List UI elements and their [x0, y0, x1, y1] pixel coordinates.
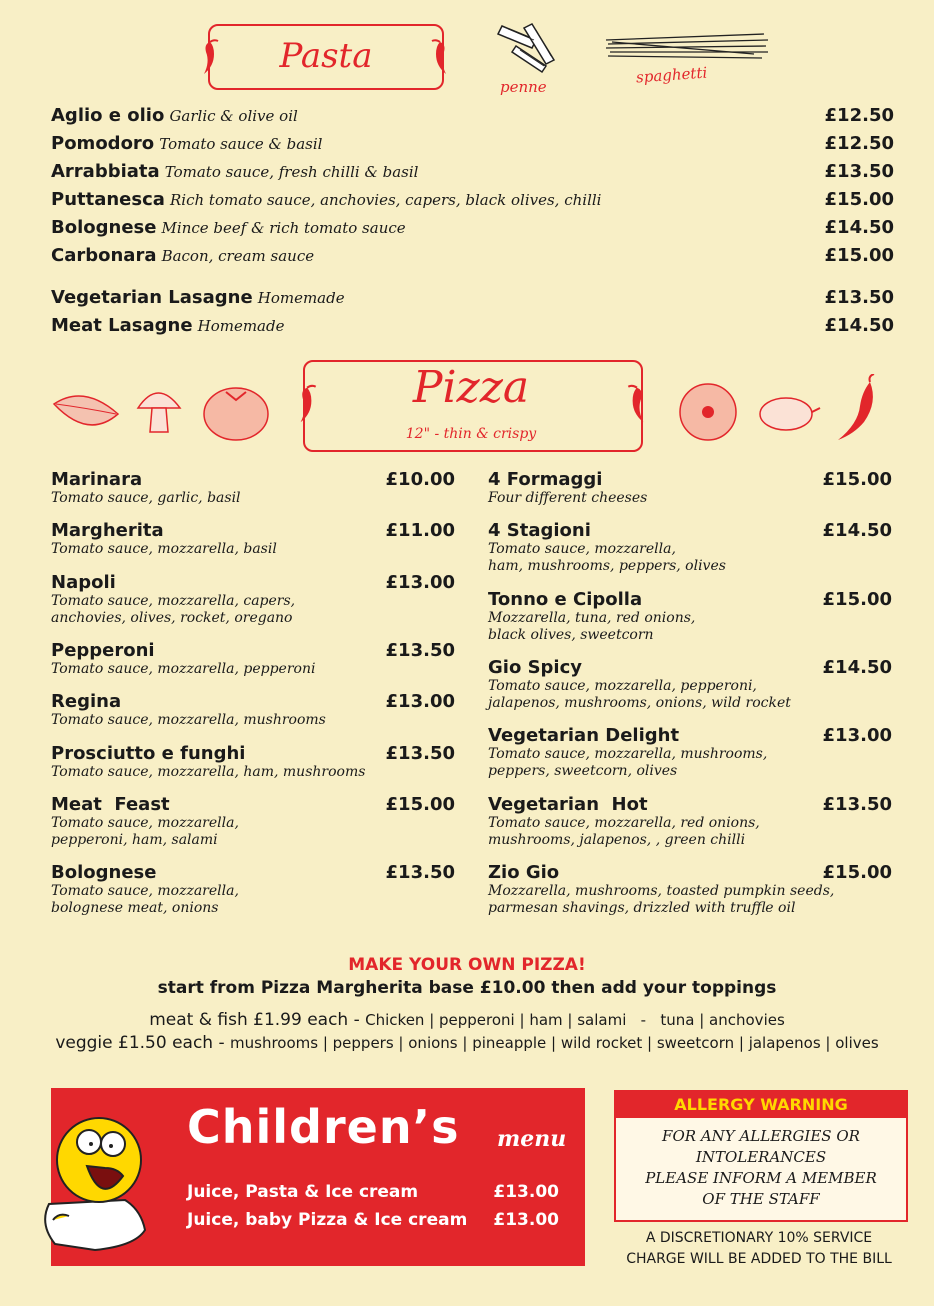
pasta-item-price: £14.50 — [824, 217, 894, 238]
penne-label: penne — [500, 78, 547, 96]
pasta-item-name: Carbonara — [51, 245, 157, 266]
pasta-item-desc: Garlic & olive oil — [169, 107, 298, 125]
pizza-item-header — [488, 658, 892, 678]
pasta-item-price: £15.00 — [824, 245, 894, 266]
pizza-item-price: £11.00 — [385, 520, 455, 541]
pasta-item-desc: Bacon, cream sauce — [161, 247, 315, 265]
pasta-title: Pasta — [279, 36, 373, 76]
pizza-item-name: Prosciutto e funghi — [51, 743, 246, 764]
pasta-item-desc: Rich tomato sauce, anchovies, capers, black olives, chilli — [170, 191, 602, 209]
pizza-item-desc: Tomato sauce, mozzarella, bolognese meat, onions — [51, 883, 239, 916]
pasta-item-price: £15.00 — [824, 189, 894, 210]
pizza-item — [51, 521, 455, 558]
pizza-item-name: Margherita — [51, 520, 164, 541]
pizza-item-price: £15.00 — [822, 469, 892, 490]
allergy-heading: ALLERGY WARNING — [616, 1092, 906, 1118]
pizza-item — [488, 795, 892, 849]
pasta-item-name: Pomodoro — [51, 133, 155, 154]
pizza-item-header — [488, 470, 892, 490]
pizza-item-desc: Mozzarella, tuna, red onions, black olives, sweetcorn — [488, 610, 696, 643]
pizza-item-header — [51, 744, 455, 764]
pasta-item — [51, 287, 894, 315]
mushroom-icon — [134, 382, 184, 438]
tomato-icon — [200, 378, 272, 444]
pizza-item-price: £13.50 — [385, 743, 455, 764]
pizza-item-name: Vegetarian Delight — [488, 725, 680, 746]
spaghetti-label: spaghetti — [635, 63, 708, 87]
childrens-menu-word: menu — [497, 1126, 567, 1152]
pizza-item — [488, 726, 892, 780]
pizza-item-price: £13.50 — [822, 794, 892, 815]
pizza-item-header — [51, 863, 455, 883]
pasta-item — [51, 245, 894, 273]
pizza-item — [51, 863, 455, 917]
pizza-item-header — [488, 590, 892, 610]
pasta-item-text — [51, 245, 314, 266]
pasta-item-text — [51, 133, 322, 154]
pizza-item-price: £13.00 — [385, 572, 455, 593]
pasta-item-name: Meat Lasagne — [51, 315, 193, 336]
pasta-item-price: £12.50 — [824, 105, 894, 126]
pizza-item-header — [488, 521, 892, 541]
pasta-item-desc: Homemade — [197, 317, 285, 335]
veggie-toppings-label: veggie £1.50 each - — [55, 1033, 231, 1053]
service-charge-note: A DISCRETIONARY 10% SERVICE CHARGE WILL BE ADDED TO THE BILL — [626, 1230, 892, 1267]
pizza-item-name: 4 Formaggi — [488, 469, 603, 490]
pizza-item-desc: Tomato sauce, mozzarella, basil — [51, 541, 277, 557]
pasta-item-name: Puttanesca — [51, 189, 165, 210]
pizza-item — [51, 744, 455, 781]
meat-toppings — [0, 1010, 934, 1030]
pizza-item-desc: Tomato sauce, mozzarella, ham, mushrooms — [51, 764, 366, 780]
pizza-item-desc: Tomato sauce, mozzarella, mushrooms — [51, 712, 326, 728]
veggie-toppings — [0, 1033, 934, 1053]
pizza-item-desc: Tomato sauce, garlic, basil — [51, 490, 241, 506]
pasta-item-price: £13.50 — [824, 161, 894, 182]
pizza-item-price: £15.00 — [385, 794, 455, 815]
pasta-item-desc: Mince beef & rich tomato sauce — [161, 219, 406, 237]
basil-icon — [50, 384, 122, 440]
pasta-item — [51, 133, 894, 161]
pizza-item-header — [51, 573, 455, 593]
pizza-item-header — [51, 795, 455, 815]
pasta-item-name: Arrabbiata — [51, 161, 160, 182]
allergy-warning-box — [614, 1090, 908, 1222]
pizza-item — [51, 470, 455, 507]
pizza-item — [488, 521, 892, 575]
childrens-item-name: Juice, Pasta & Ice cream — [187, 1182, 419, 1202]
pasta-item-name: Vegetarian Lasagne — [51, 287, 253, 308]
pizza-subtitle: 12" - thin & crispy — [405, 426, 537, 442]
meat-toppings-label: meat & fish £1.99 each - — [149, 1010, 366, 1030]
pizza-item-price: £13.00 — [822, 725, 892, 746]
pasta-item-price: £12.50 — [824, 133, 894, 154]
pasta-item-price: £13.50 — [824, 287, 894, 308]
pizza-item-desc: Tomato sauce, mozzarella, ham, mushrooms, peppers, olives — [488, 541, 726, 574]
pizza-item-header — [488, 863, 892, 883]
chilli-pepper-icon — [834, 374, 884, 444]
cartoon-character-icon — [29, 1104, 169, 1256]
pasta-item-desc: Homemade — [257, 289, 345, 307]
pasta-item — [51, 105, 894, 133]
pasta-item-text — [51, 217, 406, 238]
pizza-item-desc: Tomato sauce, mozzarella, capers, anchovies, olives, rocket, oregano — [51, 593, 296, 626]
penne-icon — [496, 18, 568, 78]
pasta-item-text — [51, 189, 601, 210]
pizza-item — [51, 795, 455, 849]
tomato-half-icon — [676, 380, 740, 442]
pasta-item — [51, 315, 894, 343]
pizza-item — [488, 590, 892, 644]
pizza-item-name: Pepperoni — [51, 640, 155, 661]
pizza-item-name: Zio Gio — [488, 862, 560, 883]
pizza-item-name: Vegetarian Hot — [488, 794, 648, 815]
pizza-item-header — [488, 726, 892, 746]
pizza-item-desc: Mozzarella, mushrooms, toasted pumpkin seeds, parmesan shavings, drizzled with truffle oil — [488, 883, 835, 916]
pizza-item-desc: Tomato sauce, mozzarella, mushrooms, peppers, sweetcorn, olives — [488, 746, 768, 779]
pizza-item — [488, 863, 892, 917]
pasta-item — [51, 189, 894, 217]
pizza-item — [51, 573, 455, 627]
pizza-item-desc: Four different cheeses — [488, 490, 648, 506]
pizza-item-name: 4 Stagioni — [488, 520, 591, 541]
childrens-title: Children’s — [187, 1100, 460, 1154]
pizza-item-name: Gio Spicy — [488, 657, 582, 678]
pizza-item — [488, 470, 892, 507]
allergy-text: FOR ANY ALLERGIES OR INTOLERANCES PLEASE INFORM A MEMBER OF THE STAFF — [645, 1127, 877, 1208]
pizza-item — [488, 658, 892, 712]
childrens-menu-box — [51, 1088, 585, 1266]
pasta-item-desc: Tomato sauce & basil — [159, 135, 323, 153]
pasta-item-name: Aglio e olio — [51, 105, 165, 126]
pizza-item-header — [51, 521, 455, 541]
pasta-item-text — [51, 161, 418, 182]
pasta-item — [51, 217, 894, 245]
pizza-item-desc: Tomato sauce, mozzarella, pepperoni, ham, salami — [51, 815, 239, 848]
onion-icon — [756, 390, 822, 434]
pizza-item-name: Regina — [51, 691, 122, 712]
pizza-item-desc: Tomato sauce, mozzarella, pepperoni — [51, 661, 316, 677]
pizza-item-header — [488, 795, 892, 815]
pasta-item-name: Bolognese — [51, 217, 157, 238]
pasta-item-price: £14.50 — [824, 315, 894, 336]
pizza-item-name: Bolognese — [51, 862, 157, 883]
childrens-item-price: £13.00 — [493, 1210, 559, 1230]
childrens-item — [187, 1210, 559, 1230]
pizza-item-desc: Tomato sauce, mozzarella, red onions, mushrooms, jalapenos, , green chilli — [488, 815, 760, 848]
pizza-item-price: £14.50 — [822, 520, 892, 541]
pizza-item-name: Marinara — [51, 469, 143, 490]
pasta-item — [51, 161, 894, 189]
pizza-item-price: £13.50 — [385, 862, 455, 883]
pizza-item-price: £15.00 — [822, 589, 892, 610]
childrens-item-name: Juice, baby Pizza & Ice cream — [187, 1210, 468, 1230]
pizza-item-header — [51, 641, 455, 661]
pizza-item-price: £15.00 — [822, 862, 892, 883]
pasta-item-text — [51, 105, 298, 126]
pizza-item-name: Napoli — [51, 572, 116, 593]
pizza-item-price: £10.00 — [385, 469, 455, 490]
pizza-item-header — [51, 470, 455, 490]
childrens-item — [187, 1182, 559, 1202]
pasta-item-text — [51, 287, 345, 308]
pasta-item-desc: Tomato sauce, fresh chilli & basil — [164, 163, 419, 181]
veggie-toppings-items: mushrooms | peppers | onions | pineapple | wild rocket | sweetcorn | jalapenos | olives — [230, 1034, 879, 1052]
pizza-title: Pizza — [412, 362, 530, 413]
pizza-item-name: Meat Feast — [51, 794, 170, 815]
meat-toppings-items: Chicken | pepperoni | ham | salami - tuna | anchovies — [365, 1011, 785, 1029]
pizza-item-price: £14.50 — [822, 657, 892, 678]
pizza-item-header — [51, 692, 455, 712]
make-own-heading: MAKE YOUR OWN PIZZA! — [348, 955, 586, 975]
pizza-item-desc: Tomato sauce, mozzarella, pepperoni, jalapenos, mushrooms, onions, wild rocket — [488, 678, 791, 711]
pizza-item-price: £13.00 — [385, 691, 455, 712]
pasta-item-text — [51, 315, 284, 336]
pizza-item-name: Tonno e Cipolla — [488, 589, 643, 610]
make-own-base: start from Pizza Margherita base £10.00 then add your toppings — [157, 978, 777, 998]
spaghetti-icon — [604, 30, 770, 64]
childrens-item-price: £13.00 — [493, 1182, 559, 1202]
pizza-item-price: £13.50 — [385, 640, 455, 661]
pizza-item — [51, 641, 455, 678]
pizza-item — [51, 692, 455, 729]
